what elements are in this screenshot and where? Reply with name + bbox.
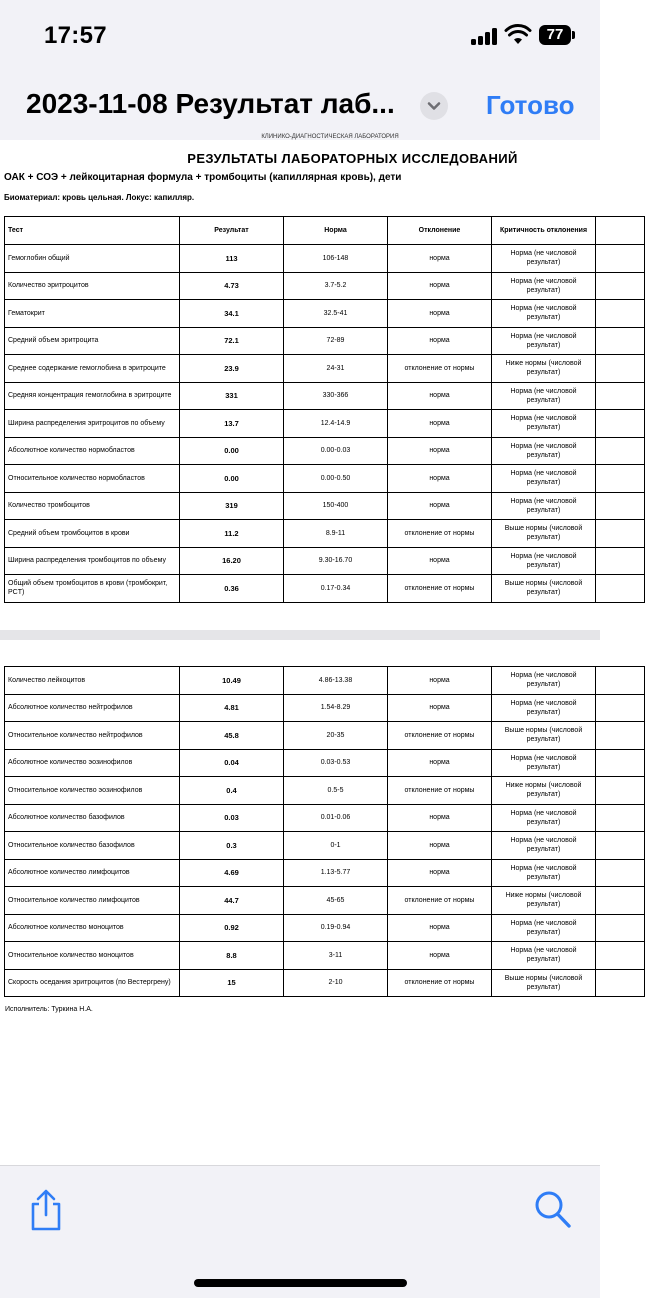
cell-criticality: Норма (не числовой результат): [492, 547, 596, 575]
column-header-result: Результат: [180, 217, 284, 245]
cell-norm: 0.5-5: [284, 777, 388, 805]
report-title: РЕЗУЛЬТАТЫ ЛАБОРАТОРНЫХ ИССЛЕДОВАНИЙ: [187, 151, 518, 166]
cell-test-name: Абсолютное количество моноцитов: [5, 914, 180, 942]
cell-criticality: Норма (не числовой результат): [492, 492, 596, 520]
cell-deviation: норма: [388, 859, 492, 887]
document-page-1[interactable]: [0, 134, 600, 630]
cell-result: 4.81: [180, 694, 284, 722]
table-header-row: [5, 217, 645, 245]
cell-result: 0.03: [180, 804, 284, 832]
chevron-down-icon: [420, 92, 448, 120]
cell-result: 23.9: [180, 355, 284, 383]
cell-deviation: норма: [388, 694, 492, 722]
cell-deviation: отклонение от нормы: [388, 520, 492, 548]
cell-norm: 1.13-5.77: [284, 859, 388, 887]
cell-result: 45.8: [180, 722, 284, 750]
column-header-criticality: Критичность отклонения: [492, 217, 596, 245]
wifi-icon: [505, 25, 531, 45]
table-row: [5, 749, 645, 777]
executor-signature: Исполнитель: Туркина Н.А.: [5, 1006, 93, 1013]
biomaterial-info: Биоматериал: кровь цельная. Локус: капилляр.: [4, 193, 195, 202]
cell-deviation: отклонение от нормы: [388, 722, 492, 750]
cell-criticality: Норма (не числовой результат): [492, 465, 596, 493]
cell-criticality: Норма (не числовой результат): [492, 942, 596, 970]
cell-norm: 45-65: [284, 887, 388, 915]
table-row: [5, 942, 645, 970]
cell-result: 4.69: [180, 859, 284, 887]
cell-norm: 150-400: [284, 492, 388, 520]
cell-deviation: норма: [388, 667, 492, 695]
cell-result: 0.00: [180, 465, 284, 493]
table-row: [5, 300, 645, 328]
search-icon[interactable]: [534, 1190, 572, 1230]
cell-criticality: Норма (не числовой результат): [492, 327, 596, 355]
table-row: [5, 722, 645, 750]
cell-criticality: Выше нормы (числовой результат): [492, 969, 596, 997]
cell-norm: 0.00-0.03: [284, 437, 388, 465]
cell-test-name: Количество тромбоцитов: [5, 492, 180, 520]
cell-extra: [596, 749, 645, 777]
cell-extra: [596, 722, 645, 750]
cell-test-name: Абсолютное количество базофилов: [5, 804, 180, 832]
cell-test-name: Относительное количество нормобластов: [5, 465, 180, 493]
cell-test-name: Абсолютное количество эозинофилов: [5, 749, 180, 777]
bottom-toolbar: [0, 1165, 600, 1298]
cell-result: 331: [180, 382, 284, 410]
cell-extra: [596, 410, 645, 438]
cell-test-name: Абсолютное количество нейтрофилов: [5, 694, 180, 722]
table-row: [5, 245, 645, 273]
cell-deviation: норма: [388, 327, 492, 355]
cell-deviation: норма: [388, 804, 492, 832]
cell-test-name: Относительное количество лимфоцитов: [5, 887, 180, 915]
cell-deviation: норма: [388, 382, 492, 410]
cell-extra: [596, 667, 645, 695]
cell-extra: [596, 437, 645, 465]
cell-norm: 0.17-0.34: [284, 575, 388, 603]
table-row: [5, 667, 645, 695]
cell-deviation: отклонение от нормы: [388, 575, 492, 603]
cell-criticality: Норма (не числовой результат): [492, 410, 596, 438]
cell-deviation: норма: [388, 300, 492, 328]
cell-criticality: Выше нормы (числовой результат): [492, 722, 596, 750]
cell-extra: [596, 859, 645, 887]
cell-extra: [596, 547, 645, 575]
cell-deviation: норма: [388, 749, 492, 777]
cell-extra: [596, 300, 645, 328]
cell-extra: [596, 355, 645, 383]
cell-result: 0.4: [180, 777, 284, 805]
cell-deviation: норма: [388, 437, 492, 465]
table-row: [5, 694, 645, 722]
cell-result: 72.1: [180, 327, 284, 355]
results-table-2: [4, 666, 645, 997]
cell-result: 0.04: [180, 749, 284, 777]
cell-norm: 24-31: [284, 355, 388, 383]
cell-extra: [596, 272, 645, 300]
table-row: [5, 492, 645, 520]
cell-norm: 0-1: [284, 832, 388, 860]
cell-criticality: Ниже нормы (числовой результат): [492, 887, 596, 915]
battery-indicator: 77: [539, 25, 571, 45]
done-button[interactable]: Готово: [486, 90, 575, 120]
cell-norm: 330-366: [284, 382, 388, 410]
cell-criticality: Норма (не числовой результат): [492, 437, 596, 465]
cell-result: 13.7: [180, 410, 284, 438]
cell-criticality: Норма (не числовой результат): [492, 300, 596, 328]
cell-test-name: Средний объем тромбоцитов в крови: [5, 520, 180, 548]
cell-criticality: Норма (не числовой результат): [492, 859, 596, 887]
cell-test-name: Гемоглобин общий: [5, 245, 180, 273]
share-icon[interactable]: [28, 1188, 64, 1232]
cell-deviation: норма: [388, 914, 492, 942]
column-header-test: Тест: [5, 217, 180, 245]
cell-extra: [596, 575, 645, 603]
results-table-1: [4, 216, 645, 603]
column-header-deviation: Отклонение: [388, 217, 492, 245]
cell-criticality: Норма (не числовой результат): [492, 804, 596, 832]
table-row: [5, 575, 645, 603]
table-row: [5, 327, 645, 355]
table-row: [5, 804, 645, 832]
cell-test-name: Количество лейкоцитов: [5, 667, 180, 695]
table-row: [5, 355, 645, 383]
table-row: [5, 887, 645, 915]
cell-test-name: Среднее содержание гемоглобина в эритроците: [5, 355, 180, 383]
cell-extra: [596, 832, 645, 860]
status-time: 17:57: [44, 22, 107, 49]
cell-deviation: норма: [388, 832, 492, 860]
cell-deviation: отклонение от нормы: [388, 777, 492, 805]
cell-norm: 12.4-14.9: [284, 410, 388, 438]
status-bar: [0, 0, 600, 72]
cell-deviation: норма: [388, 547, 492, 575]
cell-norm: 32.5-41: [284, 300, 388, 328]
table-row: [5, 832, 645, 860]
battery-cap: [572, 31, 575, 39]
cell-deviation: отклонение от нормы: [388, 355, 492, 383]
cell-test-name: Средний объем эритроцита: [5, 327, 180, 355]
cell-deviation: отклонение от нормы: [388, 969, 492, 997]
title-menu-button[interactable]: [420, 92, 448, 120]
cell-test-name: Относительное количество нейтрофилов: [5, 722, 180, 750]
cell-test-name: Относительное количество моноцитов: [5, 942, 180, 970]
cell-result: 44.7: [180, 887, 284, 915]
cell-test-name: Ширина распределения тромбоцитов по объему: [5, 547, 180, 575]
cell-extra: [596, 465, 645, 493]
table-row: [5, 777, 645, 805]
cell-extra: [596, 969, 645, 997]
cell-result: 34.1: [180, 300, 284, 328]
cell-result: 0.00: [180, 437, 284, 465]
table-row: [5, 914, 645, 942]
cell-extra: [596, 804, 645, 832]
cell-deviation: норма: [388, 465, 492, 493]
cell-test-name: Относительное количество эозинофилов: [5, 777, 180, 805]
cell-norm: 3.7-5.2: [284, 272, 388, 300]
cell-extra: [596, 914, 645, 942]
cell-test-name: Абсолютное количество лимфоцитов: [5, 859, 180, 887]
column-header-extra: [596, 217, 645, 245]
cell-norm: 106-148: [284, 245, 388, 273]
cell-result: 113: [180, 245, 284, 273]
cellular-signal-icon: [471, 28, 497, 45]
page-separator: [0, 630, 600, 640]
cell-test-name: Относительное количество базофилов: [5, 832, 180, 860]
cell-extra: [596, 382, 645, 410]
cell-criticality: Норма (не числовой результат): [492, 694, 596, 722]
cell-criticality: Норма (не числовой результат): [492, 832, 596, 860]
cell-extra: [596, 887, 645, 915]
cell-result: 15: [180, 969, 284, 997]
cell-norm: 2-10: [284, 969, 388, 997]
table-row: [5, 410, 645, 438]
table-row: [5, 547, 645, 575]
cell-extra: [596, 942, 645, 970]
cell-result: 0.92: [180, 914, 284, 942]
cell-test-name: Скорость оседания эритроцитов (по Вестергрену): [5, 969, 180, 997]
cell-criticality: Норма (не числовой результат): [492, 667, 596, 695]
cell-criticality: Выше нормы (числовой результат): [492, 520, 596, 548]
table-row: [5, 382, 645, 410]
table-row: [5, 465, 645, 493]
table-row: [5, 272, 645, 300]
cell-test-name: Количество эритроцитов: [5, 272, 180, 300]
cell-extra: [596, 492, 645, 520]
cell-extra: [596, 245, 645, 273]
report-subtitle: ОАК + СОЭ + лейкоцитарная формула + тромбоциты (капиллярная кровь), дети: [4, 172, 402, 183]
home-indicator[interactable]: [194, 1279, 407, 1287]
cell-criticality: Ниже нормы (числовой результат): [492, 355, 596, 383]
cell-test-name: Общий объем тромбоцитов в крови (тромбокрит, PCT): [5, 575, 180, 603]
cell-norm: 0.01-0.06: [284, 804, 388, 832]
cell-result: 11.2: [180, 520, 284, 548]
table-row: [5, 437, 645, 465]
cell-extra: [596, 520, 645, 548]
cell-norm: 20-35: [284, 722, 388, 750]
cell-extra: [596, 327, 645, 355]
cell-norm: 0.19-0.94: [284, 914, 388, 942]
cell-test-name: Ширина распределения эритроцитов по объему: [5, 410, 180, 438]
navigation-bar: [0, 72, 600, 140]
cell-norm: 9.30-16.70: [284, 547, 388, 575]
cell-norm: 1.54-8.29: [284, 694, 388, 722]
column-header-norm: Норма: [284, 217, 388, 245]
cell-test-name: Средняя концентрация гемоглобина в эритроците: [5, 382, 180, 410]
cell-result: 0.3: [180, 832, 284, 860]
cell-deviation: норма: [388, 492, 492, 520]
cell-extra: [596, 777, 645, 805]
table-row: [5, 520, 645, 548]
cell-extra: [596, 694, 645, 722]
document-title[interactable]: 2023-11-08 Результат лаб...: [26, 88, 395, 119]
cell-test-name: Гематокрит: [5, 300, 180, 328]
cell-norm: 0.00-0.50: [284, 465, 388, 493]
cell-norm: 0.03-0.53: [284, 749, 388, 777]
cell-test-name: Абсолютное количество нормобластов: [5, 437, 180, 465]
cell-result: 8.8: [180, 942, 284, 970]
cell-result: 319: [180, 492, 284, 520]
lab-header: КЛИНИКО-ДИАГНОСТИЧЕСКАЯ ЛАБОРАТОРИЯ: [261, 134, 399, 140]
cell-result: 4.73: [180, 272, 284, 300]
cell-criticality: Норма (не числовой результат): [492, 272, 596, 300]
cell-result: 16.20: [180, 547, 284, 575]
cell-norm: 4.86-13.38: [284, 667, 388, 695]
cell-criticality: Норма (не числовой результат): [492, 245, 596, 273]
cell-deviation: норма: [388, 942, 492, 970]
cell-criticality: Норма (не числовой результат): [492, 382, 596, 410]
cell-result: 10.49: [180, 667, 284, 695]
cell-result: 0.36: [180, 575, 284, 603]
cell-criticality: Норма (не числовой результат): [492, 749, 596, 777]
cell-deviation: норма: [388, 410, 492, 438]
cell-norm: 3-11: [284, 942, 388, 970]
cell-criticality: Ниже нормы (числовой результат): [492, 777, 596, 805]
cell-criticality: Норма (не числовой результат): [492, 914, 596, 942]
document-page-2[interactable]: [0, 640, 600, 1165]
table-row: [5, 859, 645, 887]
cell-deviation: норма: [388, 245, 492, 273]
cell-norm: 72-89: [284, 327, 388, 355]
cell-deviation: норма: [388, 272, 492, 300]
cell-norm: 8.9-11: [284, 520, 388, 548]
cell-deviation: отклонение от нормы: [388, 887, 492, 915]
table-row: [5, 969, 645, 997]
cell-criticality: Выше нормы (числовой результат): [492, 575, 596, 603]
